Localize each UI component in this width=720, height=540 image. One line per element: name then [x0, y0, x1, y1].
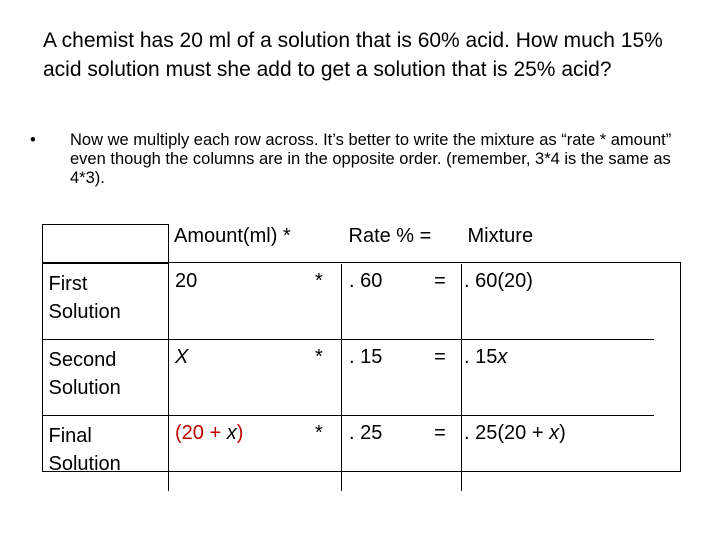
table-header-row — [43, 225, 655, 264]
amount-variable: x — [226, 421, 237, 444]
row-label-line1: Second — [48, 348, 117, 371]
amount-variable: X — [175, 345, 189, 368]
amount-cell — [169, 339, 316, 415]
header-mixture: Mixture — [467, 224, 534, 247]
equals-sign: = — [419, 339, 462, 415]
amount-cell — [169, 415, 316, 491]
amount-open: (20 + — [175, 421, 227, 444]
equals-sign: = — [434, 269, 446, 292]
row-label-line2: Solution — [48, 376, 121, 399]
amount-close: ) — [236, 421, 244, 444]
rate-cell: . 15 — [342, 339, 420, 415]
rate-cell: . 25 — [342, 415, 420, 491]
header-empty-cell — [43, 225, 169, 264]
mixture-variable: x — [549, 421, 560, 444]
amount-cell: 20 — [169, 264, 316, 340]
mixture-suffix: ) — [559, 421, 566, 444]
row-label — [43, 339, 169, 415]
row-label-line2: Solution — [48, 452, 121, 475]
rate-cell: . 60 — [342, 264, 420, 340]
table-row-second — [43, 339, 655, 415]
multiply-sign: * — [315, 269, 323, 292]
row-label-line1: First — [48, 273, 88, 295]
row-label-line2: Solution — [48, 301, 121, 323]
table-row-final — [43, 415, 655, 491]
equals-sign: = — [419, 415, 462, 491]
problem-statement: A chemist has 20 ml of a solution that is 60% acid. How much 15% acid solution must she add to get a solution that is 25% acid? — [43, 29, 663, 81]
table-row-first — [43, 264, 655, 340]
mixture-prefix: . 15 — [464, 345, 498, 368]
multiply-sign: * — [315, 415, 342, 491]
row-label — [43, 264, 169, 340]
mixture-cell — [462, 415, 655, 491]
header-amount: Amount(ml) * — [174, 224, 291, 247]
bullet-dot: • — [30, 131, 36, 149]
mixture-variable: x — [497, 345, 508, 368]
multiply-sign: * — [315, 339, 342, 415]
row-label — [43, 415, 169, 491]
mixture-cell — [462, 339, 655, 415]
mixture-cell: . 60(20) — [462, 264, 655, 340]
mixture-prefix: . 25(20 + — [464, 421, 550, 444]
instruction-text: Now we multiply each row across. It’s better to write the mixture as “rate * amount” even though the columns are in the opposite order. (remember, 3*4 is the same as 4*3). — [70, 131, 672, 187]
header-rate: Rate % = — [348, 224, 432, 247]
row-label-line1: Final — [48, 424, 92, 447]
instruction-bullet — [30, 131, 690, 188]
mixture-table — [42, 224, 654, 491]
